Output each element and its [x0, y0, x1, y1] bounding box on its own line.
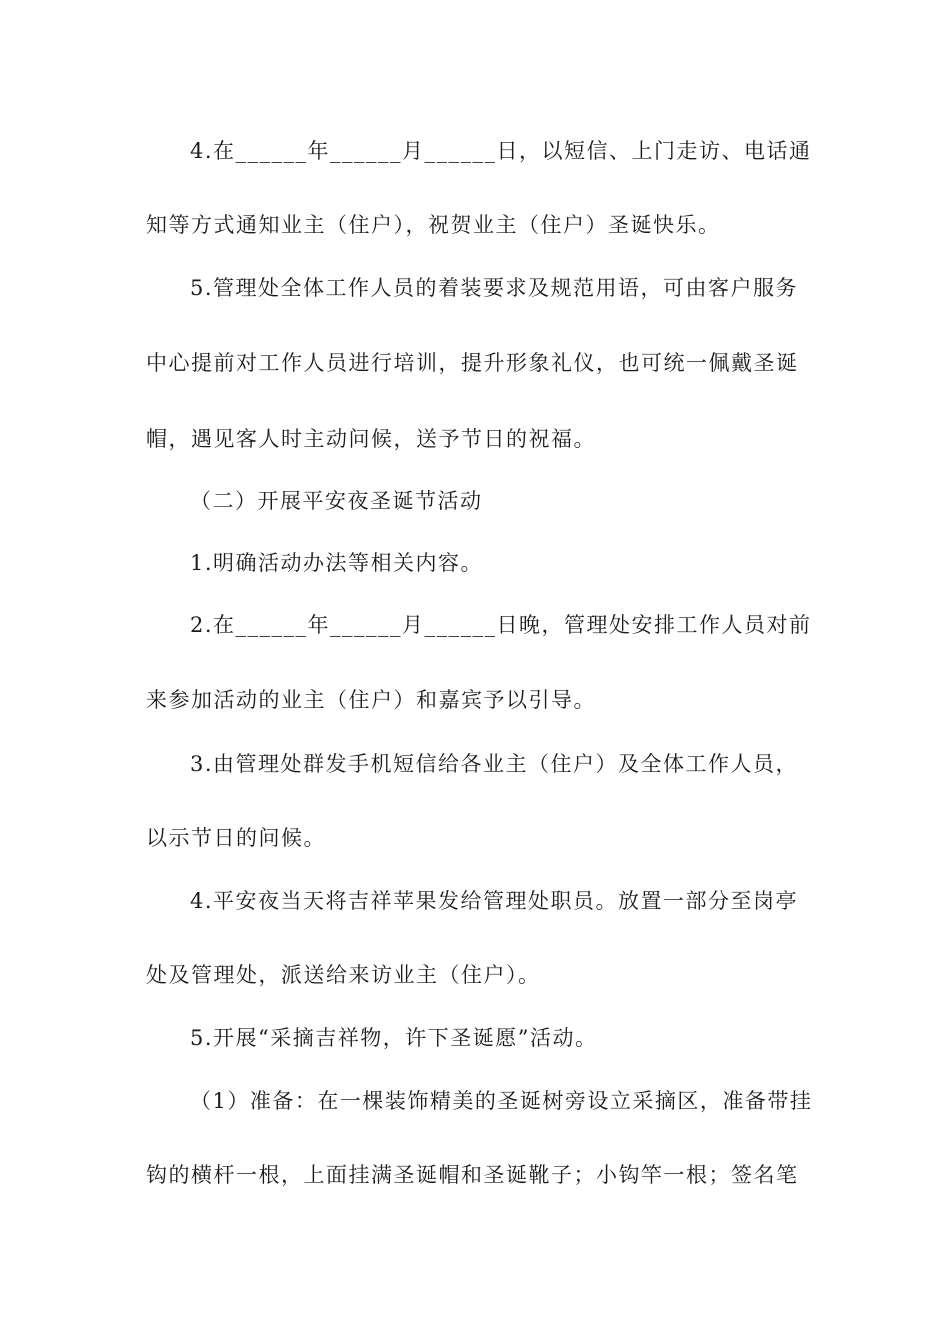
- paragraph-line: 2.在______年______月______日晚，管理处安排工作人员对前: [190, 613, 812, 637]
- paragraph-line: 知等方式通知业主（住户），祝贺业主（住户）圣诞快乐。: [146, 213, 721, 237]
- paragraph-line: 中心提前对工作人员进行培训，提升形象礼仪，也可统一佩戴圣诞: [146, 351, 799, 375]
- paragraph-line: 处及管理处，派送给来访业主（住户）。: [146, 963, 541, 987]
- section-heading: （二）开展平安夜圣诞节活动: [190, 489, 483, 513]
- paragraph-line: 钩的横杆一根，上面挂满圣诞帽和圣诞靴子；小钩竿一根；签名笔: [146, 1163, 799, 1187]
- paragraph-line: 5.开展“采摘吉祥物，许下圣诞愿”活动。: [190, 1026, 598, 1050]
- paragraph-line: （1）准备：在一棵装饰精美的圣诞树旁设立采摘区，准备带挂: [190, 1089, 813, 1113]
- paragraph-line: 4.在______年______月______日，以短信、上门走访、电话通: [190, 139, 812, 163]
- paragraph-line: 来参加活动的业主（住户）和嘉宾予以引导。: [146, 688, 596, 712]
- paragraph-line: 4.平安夜当天将吉祥苹果发给管理处职员。放置一部分至岗亭: [190, 889, 799, 913]
- paragraph-line: 3.由管理处群发手机短信给各业主（住户）及全体工作人员，: [190, 752, 799, 776]
- paragraph-line: 帽，遇见客人时主动问候，送予节日的祝福。: [146, 427, 596, 451]
- paragraph-line: 5.管理处全体工作人员的着装要求及规范用语，可由客户服务: [190, 276, 799, 300]
- paragraph-line: 以示节日的问候。: [146, 826, 326, 850]
- paragraph-line: 1.明确活动办法等相关内容。: [190, 551, 484, 575]
